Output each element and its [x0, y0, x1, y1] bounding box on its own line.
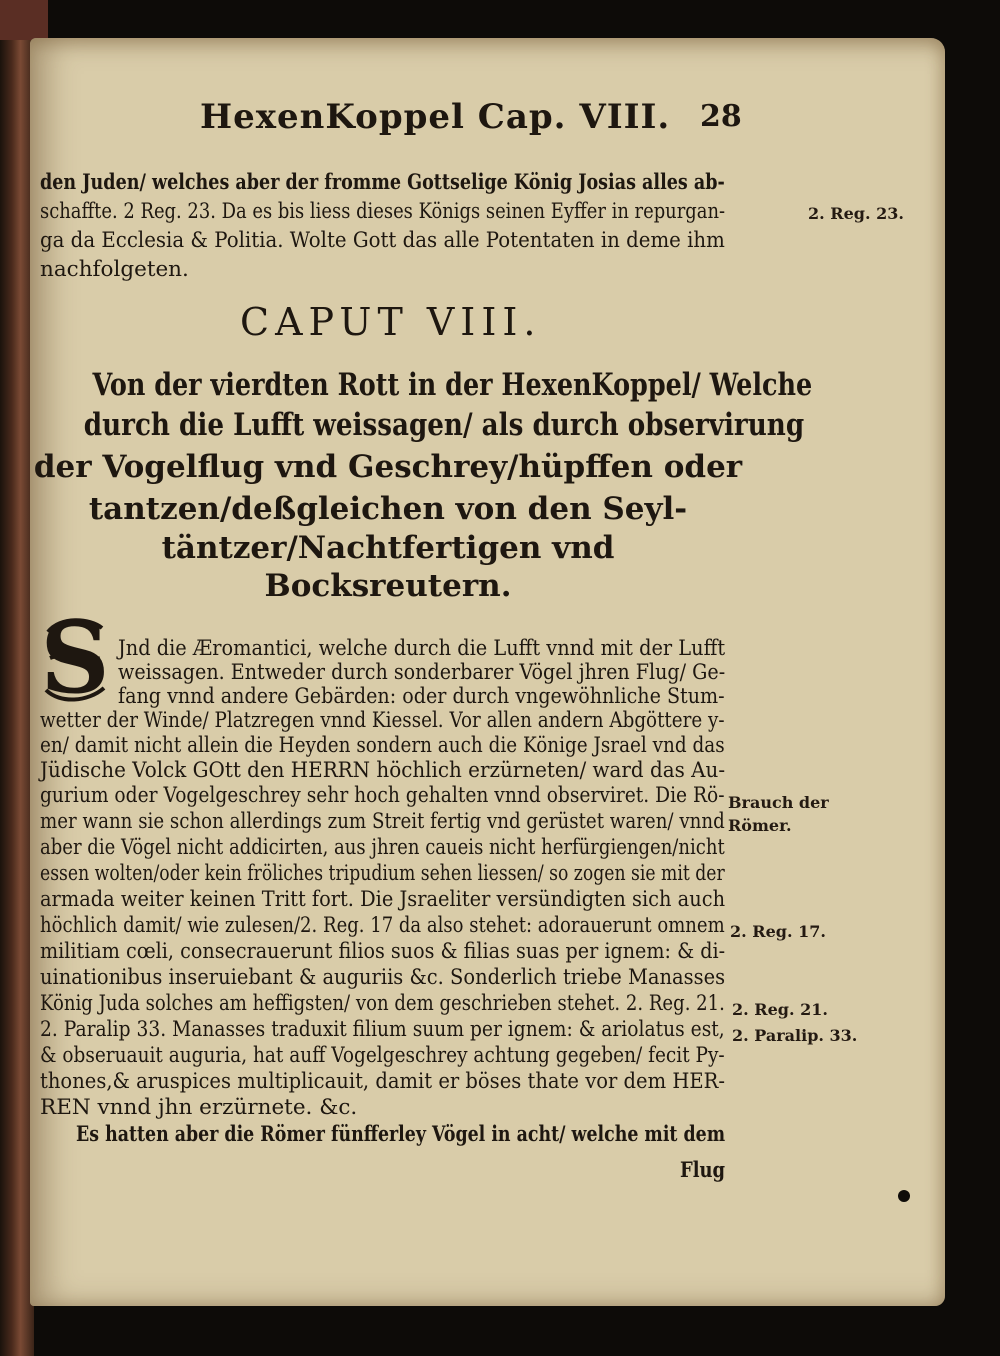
- body-line: höchlich damit/ wie zulesen/2. Reg. 17 da also stehet: adorauerunt omnem: [40, 913, 725, 938]
- top-line: schaffte. 2 Reg. 23. Da es bis liess dieses Königs seinen Eyffer in repurgan-: [40, 199, 726, 224]
- chapter-title-line: täntzer/Nachtfertigen vnd: [161, 530, 615, 566]
- body-line: aber die Vögel nicht addicirten, aus jhren caueis nicht herfürgiengen/nicht: [40, 835, 725, 860]
- chapter-title-line: Von der vierdten Rott in der HexenKoppel/ Welche: [92, 367, 813, 403]
- body-line: weissagen. Entweder durch sonderbarer Vögel jhren Flug/ Ge-: [118, 660, 726, 685]
- chapter-title-line: durch die Lufft weissagen/ als durch observirung: [83, 407, 805, 443]
- body-line: armada weiter keinen Tritt fort. Die Jsraeliter versündigten sich auch: [40, 887, 726, 912]
- body-line: Es hatten aber die Römer fünfferley Vögel in acht/ welche mit dem: [76, 1122, 726, 1147]
- body-line: thones,& aruspices multiplicauit, damit er böses thate vor dem HER-: [40, 1069, 725, 1094]
- margin-note: 2. Reg. 21.: [732, 1000, 828, 1019]
- body-line: militiam cœli, consecrauerunt filios suos & filias suas per ignem: & di-: [40, 939, 726, 964]
- body-line: 2. Paralip 33. Manasses traduxit filium suum per ignem: & ariolatus est,: [40, 1017, 725, 1042]
- drop-cap-letter: S: [40, 602, 110, 715]
- body-line: König Juda solches am heffigsten/ von dem geschrieben stehet. 2. Reg. 21.: [40, 991, 725, 1016]
- body-line: en/ damit nicht allein die Heyden sondern auch die Könige Jsrael vnd das: [40, 733, 725, 758]
- top-line: nachfolgeten.: [40, 257, 189, 282]
- body-line: essen wolten/oder kein fröliches tripudium sehen liessen/ so zogen sie mit der: [40, 861, 725, 886]
- body-line: wetter der Winde/ Platzregen vnnd Kiessel. Vor allen andern Abgöttere y-: [40, 708, 725, 733]
- margin-note: 2. Paralip. 33.: [732, 1026, 858, 1045]
- top-line: ga da Ecclesia & Politia. Wolte Gott das alle Potentaten in deme ihm: [40, 228, 725, 253]
- running-title: HexenKoppel Cap. VIII.: [200, 97, 671, 137]
- binding-edge: [0, 0, 48, 40]
- chapter-title-line: tantzen/deßgleichen von den Seyl-: [88, 491, 688, 527]
- body-line: fang vnnd andere Gebärden: oder durch vngewöhnliche Stum-: [118, 684, 725, 709]
- margin-note: Brauch der: [728, 793, 829, 812]
- margin-note: 2. Reg. 17.: [730, 922, 826, 941]
- body-line: mer wann sie schon allerdings zum Streit fertig vnd gerüstet waren/ vnnd: [40, 809, 725, 834]
- body-line: Jnd die Æromantici, welche durch die Lufft vnnd mit der Lufft: [118, 636, 726, 661]
- margin-note: 2. Reg. 23.: [808, 204, 904, 223]
- body-line: gurium oder Vogelgeschrey sehr hoch gehalten vnnd observiret. Die Rö-: [40, 783, 725, 808]
- catchword: Flug: [680, 1158, 726, 1183]
- body-line: Jüdische Volck GOtt den HERRN höchlich erzürneten/ ward das Au-: [40, 758, 726, 783]
- ink-dot: [898, 1190, 910, 1202]
- chapter-title-line: Bocksreutern.: [264, 568, 512, 604]
- book-spine: [0, 0, 34, 1356]
- chapter-title-line: der Vogelflug vnd Geschrey/hüpffen oder: [33, 449, 743, 485]
- chapter-label: CAPUT VIII.: [240, 300, 542, 344]
- page-number: 28: [700, 99, 742, 134]
- body-line: & obseruauit auguria, hat auff Vogelgeschrey achtung gegeben/ fecit Py-: [40, 1043, 725, 1068]
- body-line: REN vnnd jhn erzürnete. &c.: [40, 1095, 358, 1120]
- body-line: uinationibus inseruiebant & auguriis &c. Sonderlich triebe Manasses: [40, 965, 726, 990]
- top-line: den Juden/ welches aber der fromme Gottselige König Josias alles ab-: [40, 170, 725, 195]
- margin-note: Römer.: [728, 816, 792, 835]
